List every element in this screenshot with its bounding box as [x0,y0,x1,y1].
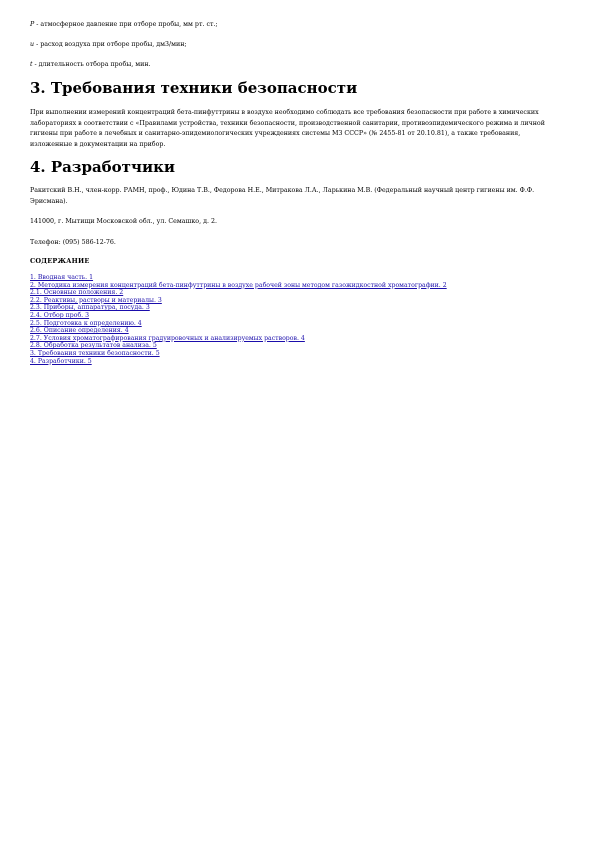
definition-symbol: u [30,41,35,48]
toc-link[interactable]: 2.3. Приборы, аппаратура, посуда. 3 [30,304,150,312]
table-of-contents [30,274,560,365]
toc-item [30,304,560,312]
document-page [30,20,560,365]
toc-item [30,297,560,305]
toc-link[interactable]: 1. Вводная часть. 1 [30,274,94,281]
toc-item [30,274,560,282]
toc-link[interactable]: 2. Методика измерения концентраций бета-пинфуттрины в воздухе рабочей зоны методом газожидкостной хроматографии. 2 [30,281,447,289]
phone-text: Телефон: (095) 586-12-76. [30,238,116,246]
section-3-text: При выполнении измерений концентраций бета-пинфуттрины в воздухе необходимо соблюдать все требования безопасности при работе в химических лабораториях в соответствии с «Правилами устройства, техники безопасности, производственной санитарии, противоэпидемического режима и личной гигиены при работе в лечебных и санитарно-эпидемиологических учреждениях системы МЗ СССР» (№ 2455-81 от 20.10.81), а также требования, изложенные в документации на прибор. [30,109,545,148]
toc-link[interactable]: 2.6. Описание определения. 4 [30,327,129,335]
toc-item [30,289,560,297]
toc-item [30,320,560,328]
toc-link[interactable]: 2.5. Подготовка к определению. 4 [30,319,142,327]
toc-item [30,312,560,320]
toc-link[interactable]: 2.4. Отбор проб. 3 [30,311,90,319]
toc-item [30,327,560,335]
definition-t [30,60,560,69]
toc-link[interactable]: 2.7. Условия хроматографирования градуировочных и анализируемых растворов. 4 [30,334,305,342]
definition-text: - расход воздуха при отборе пробы, дм3/мин; [34,41,187,48]
section-4-heading: 4. Разработчики [30,158,176,176]
definition-symbol: P [30,21,35,28]
toc-link[interactable]: 2.2. Реактивы, растворы и материалы. 3 [30,296,162,304]
toc-link[interactable]: 2.8. Обработка результатов анализа. 5 [30,342,157,350]
toc-item [30,358,560,366]
toc-item [30,282,560,290]
definition-p [30,20,560,29]
toc-link[interactable]: 3. Требования техники безопасности. 5 [30,349,160,357]
definition-u [30,40,560,49]
definition-text: - длительность отбора пробы, мин. [32,61,151,68]
address-text: 141000, г. Мытищи Московской обл., ул. Семашко, д. 2. [30,218,217,225]
definition-symbol: t [30,61,33,68]
toc-link[interactable]: 4. Разработчики. 5 [30,357,92,365]
definition-text: - атмосферное давление при отборе пробы, мм рт. ст.; [34,21,218,28]
toc-item [30,350,560,358]
toc-item [30,335,560,343]
toc-link[interactable]: 2.1. Основные положения. 2 [30,289,124,297]
section-3-heading: 3. Требования техники безопасности [30,79,358,97]
toc-title: СОДЕРЖАНИЕ [30,257,90,265]
toc-item [30,342,560,350]
authors-text: Ракитский В.Н., член-корр. РАМН, проф., Юдина Т.В., Федорова Н.Е., Митракова Л.А., Ларькина М.В. (Федеральный научный центр гигиены им. Ф.Ф. Эрисмана). [30,187,535,205]
